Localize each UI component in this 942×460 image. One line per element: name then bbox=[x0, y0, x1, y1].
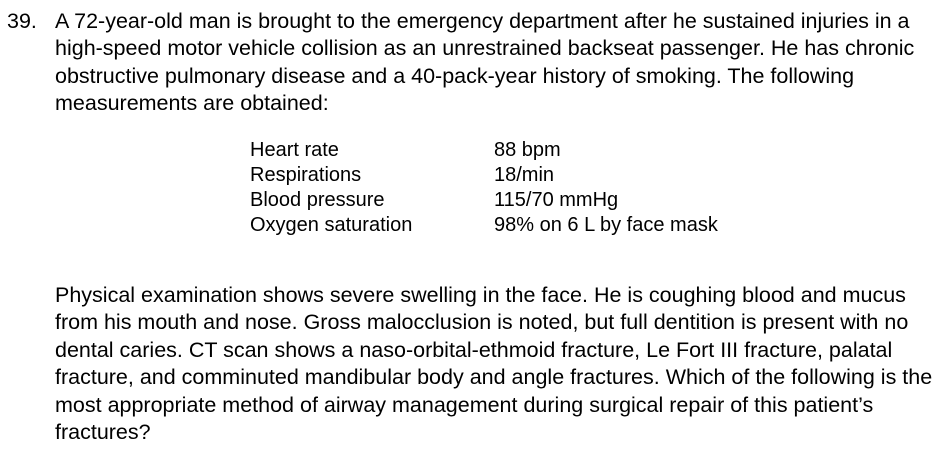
vital-label: Blood pressure bbox=[250, 189, 385, 211]
question-number: 39. bbox=[7, 9, 37, 33]
vital-row-oxygen-saturation bbox=[250, 213, 718, 238]
exam-findings-paragraph: Physical examination shows severe swelling in the face. He is coughing blood and mucus from his mouth and nose. Gross malocclusion is noted, but full dentition is present with no dental caries. CT scan shows a naso-orbital-ethmoid fracture, Le Fort III fracture, palatal fracture, and comminuted mandibular body and angle fractures. Which of the following is the most appropriate method of airway management during surgical repair of this patient’s fractures? bbox=[55, 283, 933, 445]
vital-value: 88 bpm bbox=[494, 139, 561, 161]
vital-value: 98% on 6 L by face mask bbox=[494, 214, 718, 236]
question-stem: A 72-year-old man is brought to the emergency department after he sustained injuries in a high-speed motor vehicle collision as an unrestrained backseat passenger. He has chronic obstructive pulmonary disease and a 40-pack-year history of smoking. The following measurements are obtained: bbox=[55, 9, 915, 116]
vital-label: Respirations bbox=[250, 164, 362, 186]
question-block bbox=[7, 8, 937, 118]
vital-row-blood-pressure bbox=[250, 188, 718, 213]
vital-row-respirations bbox=[250, 163, 718, 188]
vitals-table bbox=[250, 138, 718, 238]
vital-value: 115/70 mmHg bbox=[494, 189, 619, 211]
vital-label: Heart rate bbox=[250, 139, 339, 161]
vital-row-heart-rate bbox=[250, 138, 718, 163]
vital-value: 18/min bbox=[494, 164, 555, 186]
vital-label: Oxygen saturation bbox=[250, 214, 413, 236]
